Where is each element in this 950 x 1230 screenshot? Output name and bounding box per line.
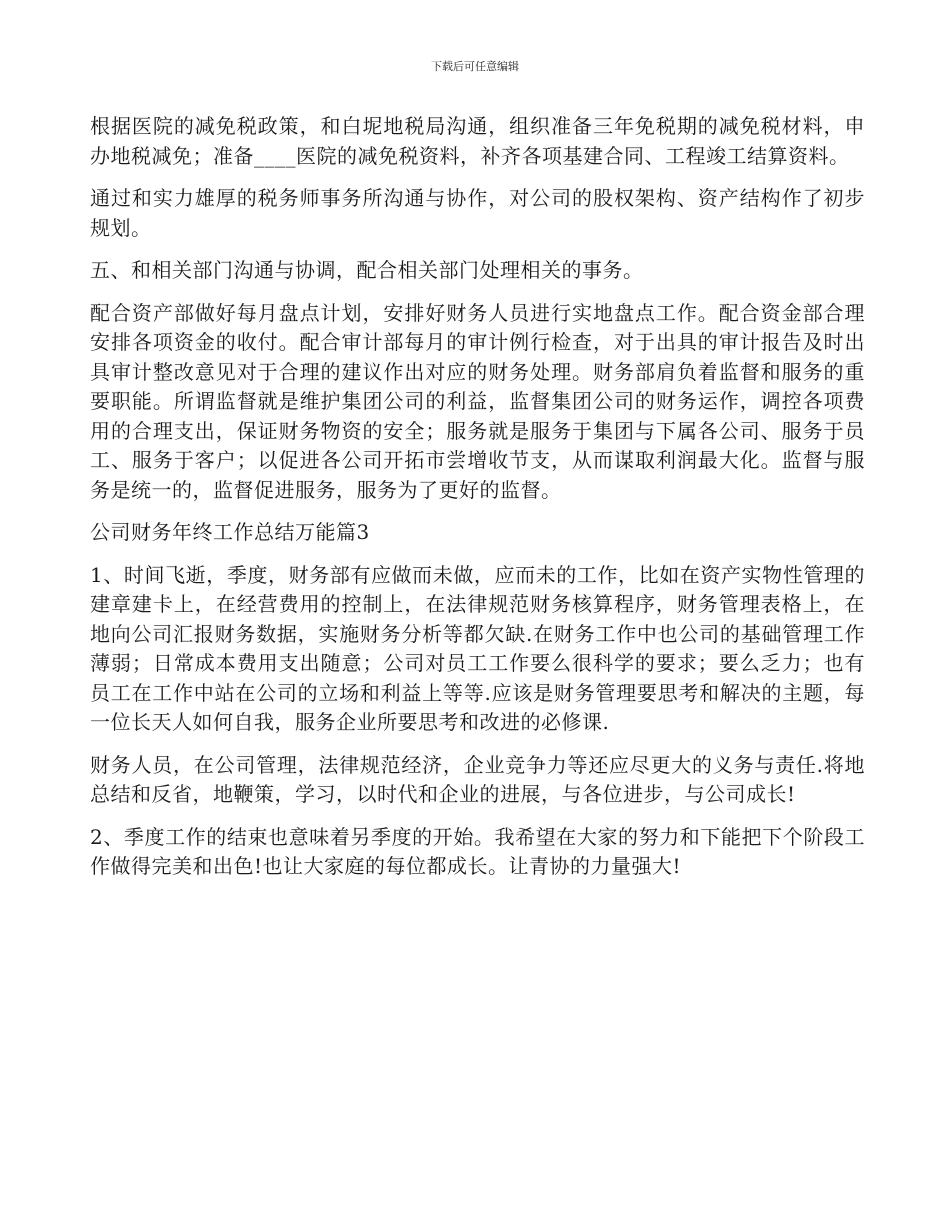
paragraph-tax-planning: 通过和实力雄厚的税务师事务所沟通与协作，对公司的股权架构、资产结构作了初步规划。	[90, 186, 865, 240]
document-body	[90, 112, 865, 895]
paragraph-point-1: 1、时间飞逝，季度，财务部有应做而未做，应而未的工作，比如在资产实物性管理的建章建卡上，在经营费用的控制上，在法律规范财务核算程序，财务管理表格上，在地向公司汇报财务数据，实施财务分析等都欠缺.在财务工作中也公司的基础管理工作薄弱；日常成本费用支出随意；公司对员工工作要么很科学的要求；要么乏力；也有员工在工作中站在公司的立场和利益上等等.应该是财务管理要思考和解决的主题，每一位长天人如何自我，服务企业所要思考和改进的必修课.	[90, 562, 865, 734]
section-heading-five: 五、和相关部门沟通与协调，配合相关部门处理相关的事务。	[90, 258, 644, 282]
paragraph-staff-responsibility: 财务人员，在公司管理，法律规范经济，企业竞争力等还应尽更大的义务与责任.将地总结和反省，地鞭策，学习，以时代和企业的进展，与各位进步，与公司成长!	[90, 752, 865, 806]
paragraph-point-2: 2、季度工作的结束也意味着另季度的开始。我希望在大家的努力和下能把下个阶段工作做得完美和出色!也让大家庭的每位都成长。让青协的力量强大!	[90, 824, 865, 878]
article-title-part-3: 公司财务年终工作总结万能篇3	[90, 520, 370, 544]
paragraph-tax-exemption: 根据医院的减免税政策，和白坭地税局沟通，组织准备三年免税期的减免税材料，申办地税减免；准备____医院的减免税资料，补齐各项基建合同、工程竣工结算资料。	[90, 114, 865, 168]
page-header: 下载后可任意编辑	[431, 60, 519, 73]
paragraph-department-coordination: 配合资产部做好每月盘点计划，安排好财务人员进行实地盘点工作。配合资金部合理安排各项资金的收付。配合审计部每月的审计例行检查，对于出具的审计报告及时出具审计整改意见对于合理的建议作出对应的财务处理。财务部肩负着监督和服务的重要职能。所谓监督就是维护集团公司的利益，监督集团公司的财务运作，调控各项费用的合理支出，保证财务物资的安全；服务就是服务于集团与下属各公司、服务于员工、服务于客户；以促进各公司开拓市尝增收节支，从而谋取利润最大化。监督与服务是统一的，监督促进服务，服务为了更好的监督。	[90, 300, 865, 502]
